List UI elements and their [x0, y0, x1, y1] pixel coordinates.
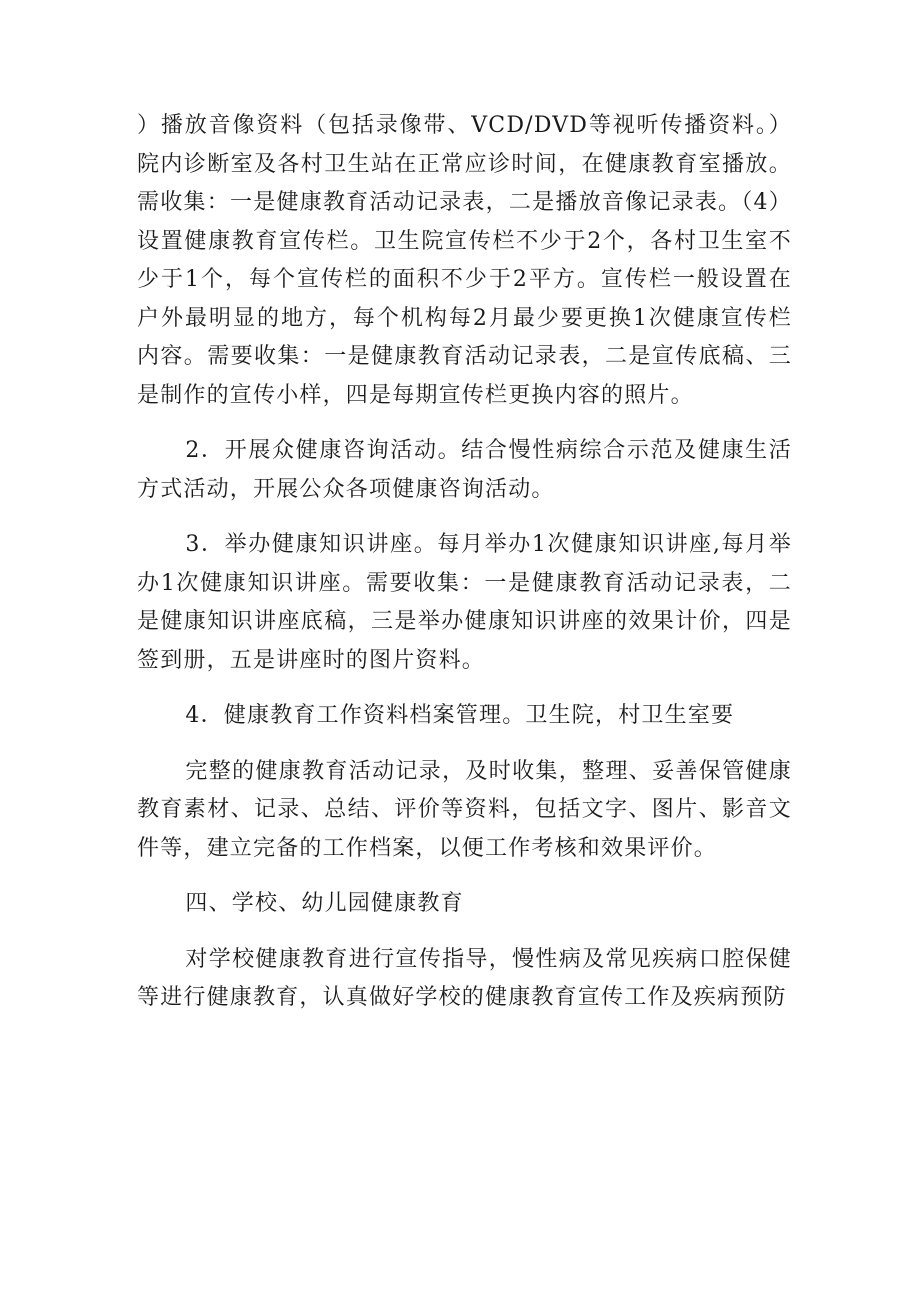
paragraph-school-education: 对学校健康教育进行宣传指导，慢性病及常见疾病口腔保健等进行健康教育，认真做好学校的健康教育宣传工作及疾病预防	[137, 946, 792, 1010]
document-body	[137, 107, 792, 1018]
paragraph-health-lectures: 3．举办健康知识讲座。每月举办1次健康知识讲座,每月举办1次健康知识讲座。需要收集：一是健康教育活动记录表，二是健康知识讲座底稿，三是举办健康知识讲座的效果计价，四是签到册，五是讲座时的图片资料。	[137, 532, 792, 673]
paragraph-archive-details: 完整的健康教育活动记录，及时收集，整理、妥善保管健康教育素材、记录、总结、评价等资料，包括文字、图片、影音文件等，建立完备的工作档案，以便工作考核和效果评价。	[137, 758, 792, 861]
paragraph-audio-video-and-bulletin: ）播放音像资料（包括录像带、VCD/DVD等视听传播资料。）院内诊断室及各村卫生站在正常应诊时间，在健康教育室播放。需收集：一是健康教育活动记录表，二是播放音像记录表。（4）设置健康教育宣传栏。卫生院宣传栏不少于2个，各村卫生室不少于1个，每个宣传栏的面积不少于2平方。宣传栏一般设置在户外最明显的地方，每个机构每2月最少要更换1次健康宣传栏内容。需要收集：一是健康教育活动记录表，二是宣传底稿、三是制作的宣传小样，四是每期宣传栏更换内容的照片。	[137, 113, 792, 408]
section-heading-school-education: 四、学校、幼儿园健康教育	[185, 891, 464, 916]
paragraph-archive-management: 4．健康教育工作资料档案管理。卫生院，村卫生室要	[185, 703, 735, 728]
paragraph-health-consultation: 2．开展众健康咨询活动。结合慢性病综合示范及健康生活方式活动，开展公众各项健康咨询活动。	[137, 438, 792, 502]
